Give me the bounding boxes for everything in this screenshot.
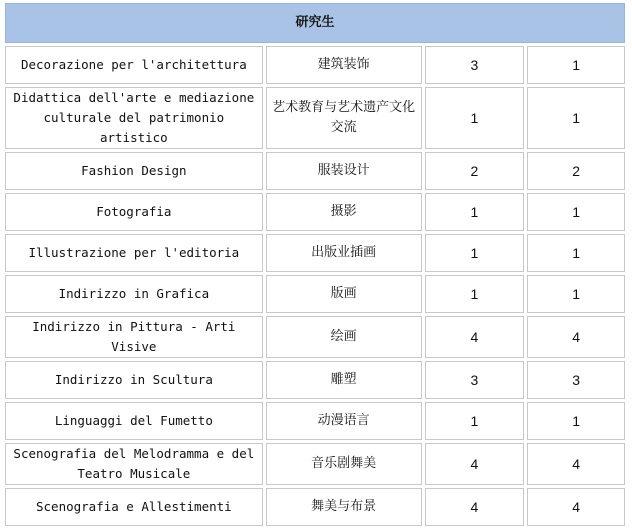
table-row: [5, 402, 625, 440]
italian-name-cell: Indirizzo in Pittura - Arti Visive: [5, 316, 263, 358]
chinese-name-cell: 舞美与布景: [266, 488, 422, 526]
chinese-name-cell: 摄影: [266, 193, 422, 231]
chinese-name-cell: 出版业插画: [266, 234, 422, 272]
table-row: [5, 234, 625, 272]
count-b-cell: 2: [527, 152, 625, 190]
count-a-cell: 3: [425, 46, 525, 84]
count-a-cell: 4: [425, 488, 525, 526]
table-row: [5, 488, 625, 526]
table-row: [5, 46, 625, 84]
italian-name-cell: Indirizzo in Grafica: [5, 275, 263, 313]
count-a-cell: 1: [425, 275, 525, 313]
chinese-name-cell: 服装设计: [266, 152, 422, 190]
table-row: [5, 443, 625, 485]
chinese-name-cell: 动漫语言: [266, 402, 422, 440]
italian-name-cell: Decorazione per l'architettura: [5, 46, 263, 84]
count-b-cell: 1: [527, 275, 625, 313]
courses-table: [2, 0, 628, 529]
count-a-cell: 1: [425, 402, 525, 440]
count-b-cell: 1: [527, 46, 625, 84]
table-row: [5, 87, 625, 149]
table-row: [5, 316, 625, 358]
italian-name-cell: Fashion Design: [5, 152, 263, 190]
count-a-cell: 3: [425, 361, 525, 399]
count-b-cell: 1: [527, 402, 625, 440]
table-row: [5, 152, 625, 190]
chinese-name-cell: 音乐剧舞美: [266, 443, 422, 485]
italian-name-cell: Indirizzo in Scultura: [5, 361, 263, 399]
header-row: [5, 3, 625, 43]
italian-name-cell: Didattica dell'arte e mediazione culturale del patrimonio artistico: [5, 87, 263, 149]
count-b-cell: 4: [527, 316, 625, 358]
count-a-cell: 4: [425, 316, 525, 358]
table-row: [5, 275, 625, 313]
count-b-cell: 4: [527, 488, 625, 526]
count-b-cell: 1: [527, 87, 625, 149]
count-b-cell: 3: [527, 361, 625, 399]
count-a-cell: 4: [425, 443, 525, 485]
chinese-name-cell: 建筑装饰: [266, 46, 422, 84]
count-a-cell: 1: [425, 234, 525, 272]
count-b-cell: 1: [527, 234, 625, 272]
table-row: [5, 193, 625, 231]
table-row: [5, 361, 625, 399]
count-a-cell: 1: [425, 193, 525, 231]
chinese-name-cell: 雕塑: [266, 361, 422, 399]
count-b-cell: 1: [527, 193, 625, 231]
italian-name-cell: Fotografia: [5, 193, 263, 231]
count-b-cell: 4: [527, 443, 625, 485]
chinese-name-cell: 版画: [266, 275, 422, 313]
italian-name-cell: Linguaggi del Fumetto: [5, 402, 263, 440]
chinese-name-cell: 艺术教育与艺术遗产文化交流: [266, 87, 422, 149]
italian-name-cell: Scenografia e Allestimenti: [5, 488, 263, 526]
count-a-cell: 1: [425, 87, 525, 149]
italian-name-cell: Scenografia del Melodramma e del Teatro Musicale: [5, 443, 263, 485]
table-header-title: 研究生: [5, 3, 625, 43]
italian-name-cell: Illustrazione per l'editoria: [5, 234, 263, 272]
chinese-name-cell: 绘画: [266, 316, 422, 358]
count-a-cell: 2: [425, 152, 525, 190]
